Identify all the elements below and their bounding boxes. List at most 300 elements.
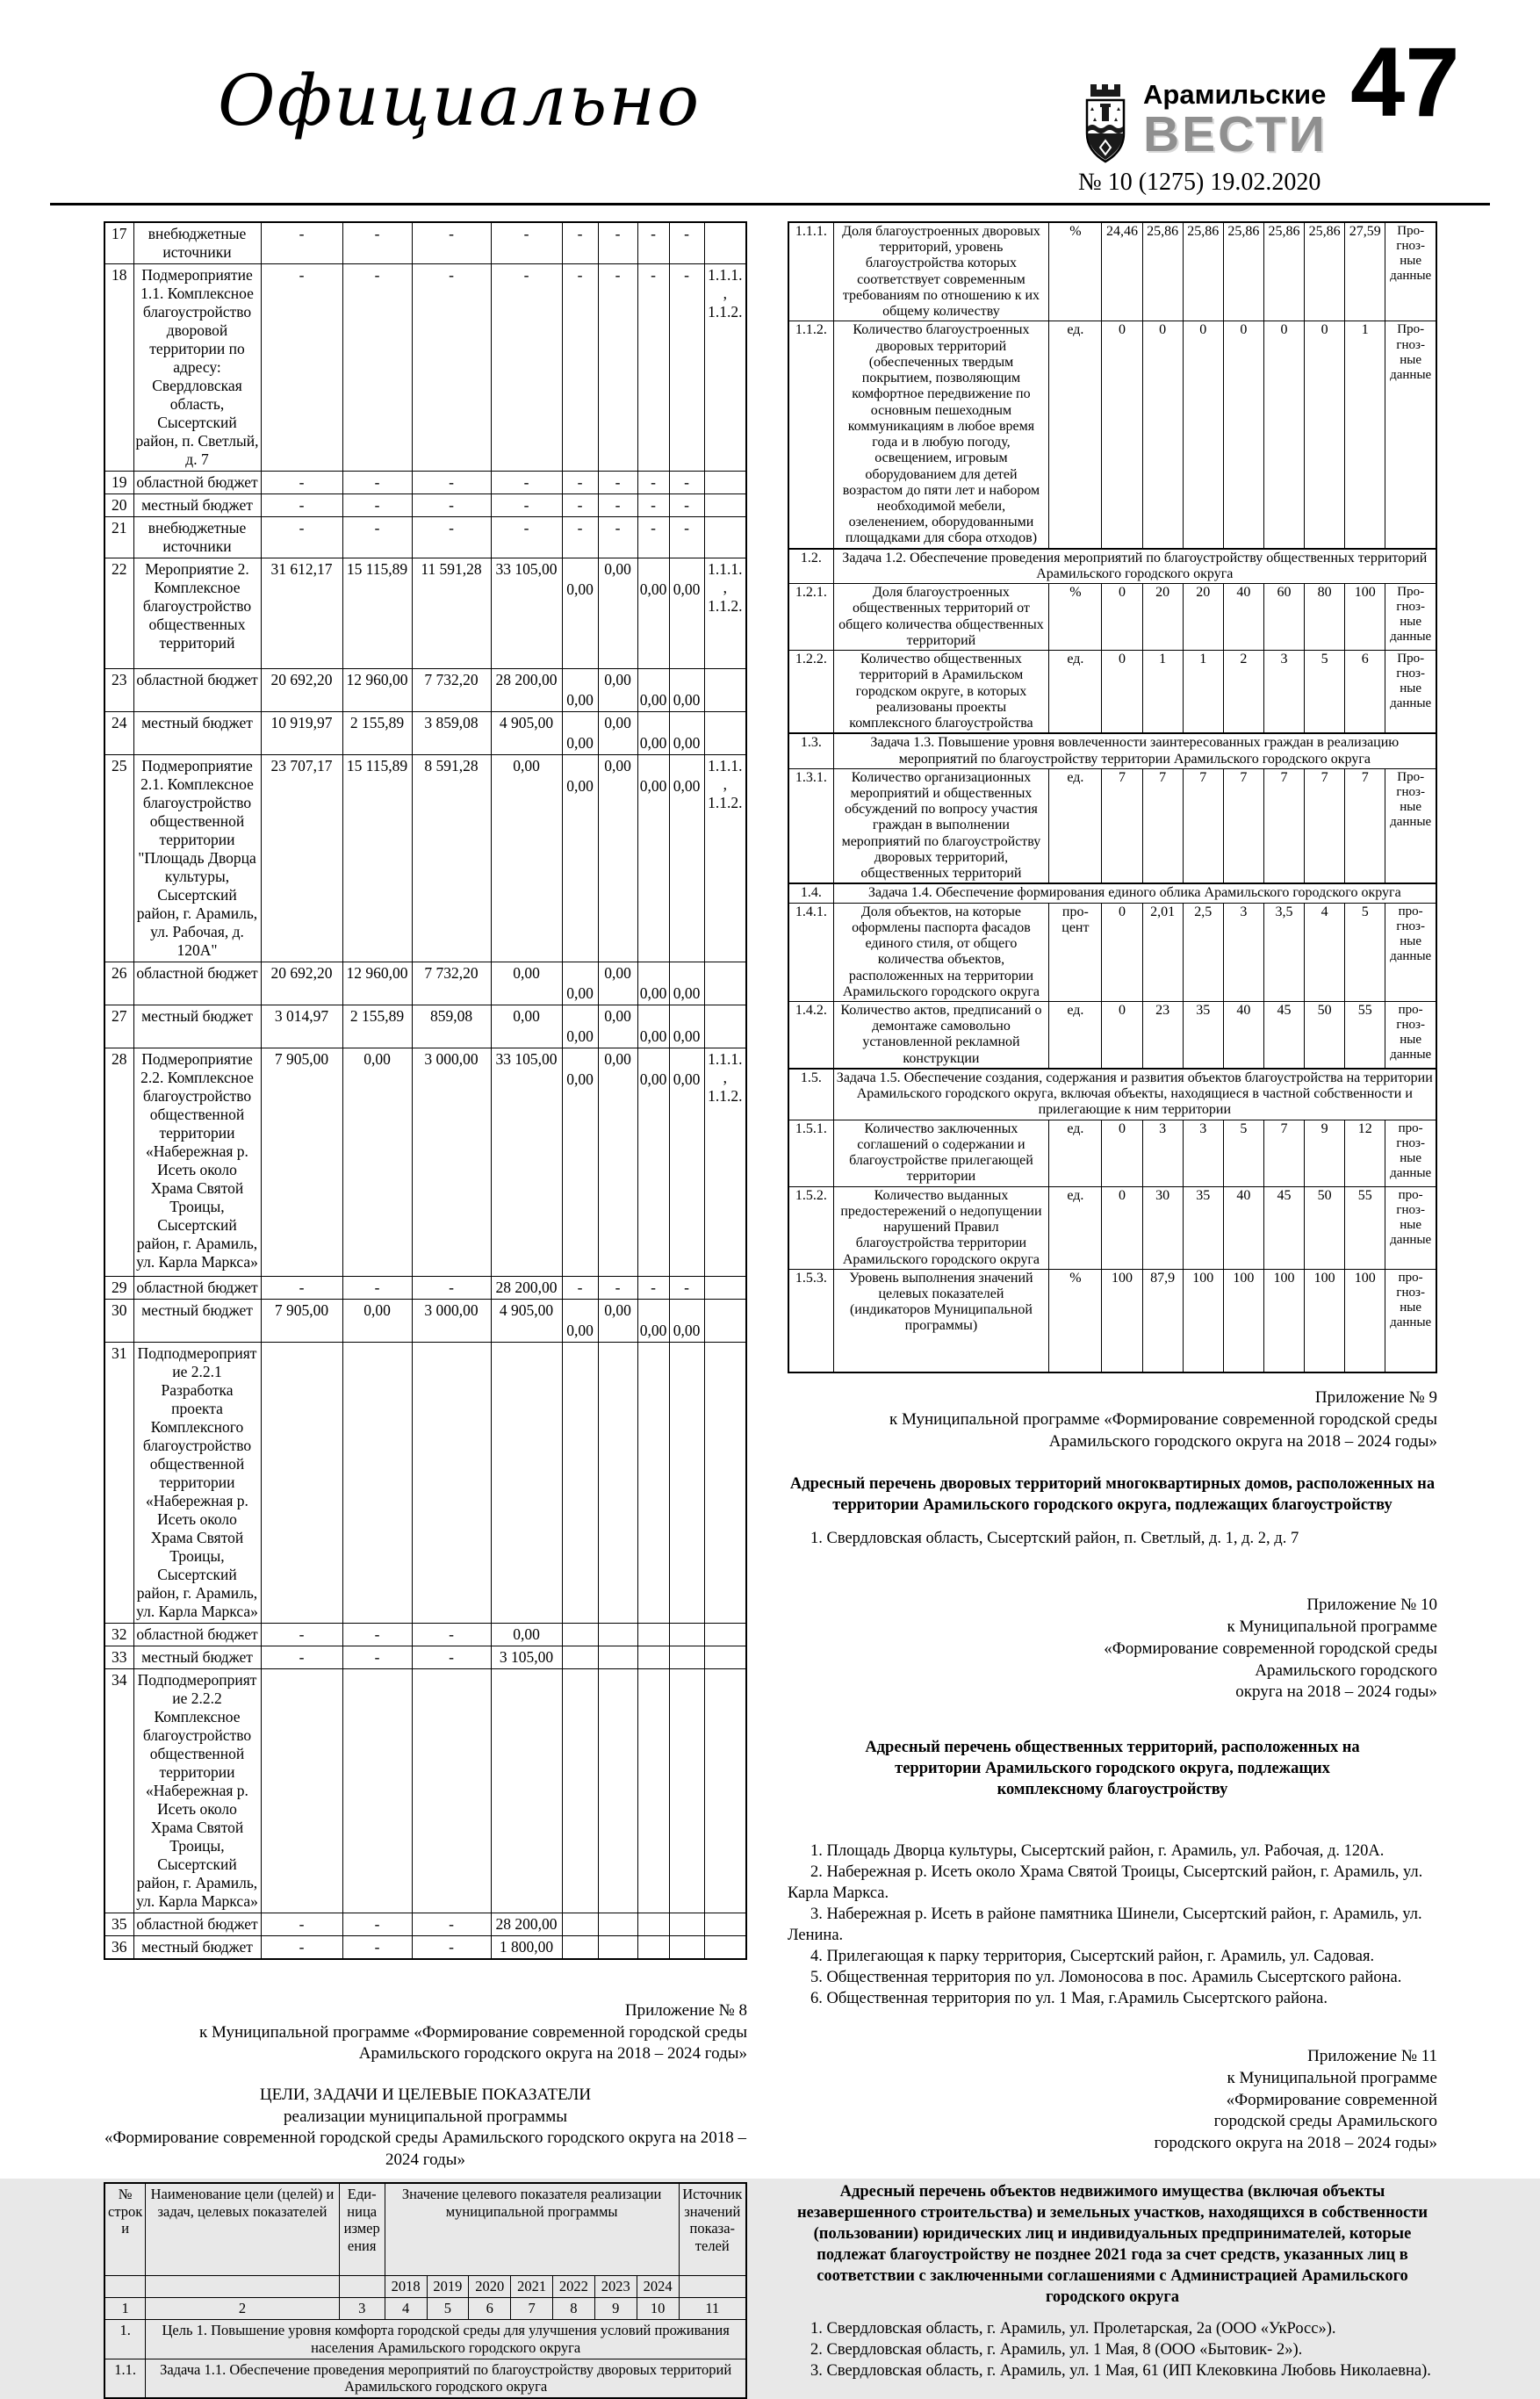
appendix11-line: «Формирование современной: [1226, 2090, 1437, 2109]
column-number: 5: [427, 2298, 469, 2320]
indicator-unit: ед.: [1049, 768, 1102, 883]
extra-amount-cell: 0,00: [637, 712, 669, 755]
extra-amount-cell: 0,00: [637, 1005, 669, 1048]
task-id: 1.4.: [788, 883, 833, 903]
indicator-id: 1.5.3.: [788, 1269, 833, 1372]
amount-cell: 15 115,89: [342, 755, 412, 962]
amount-cell: 3 105,00: [491, 1646, 562, 1669]
row-name: Подмероприятие 1.1. Комплексное благоустройство дворовой территории по адресу: Свердловская область, Сысертский район, п. Светлый, д. 7: [133, 264, 261, 472]
indicator-ref-cell: [704, 472, 746, 494]
amount-cell: 15 115,89: [342, 558, 412, 669]
year-header: 2021: [511, 2276, 553, 2298]
indicator-unit: ед.: [1049, 651, 1102, 734]
amount-cell: 3 014,97: [261, 1005, 342, 1048]
indicator-source: прогнозные данные: [1385, 903, 1436, 1001]
goals-row: [104, 2319, 746, 2359]
extra-amount-cell: -: [669, 494, 704, 517]
indicator-year-value: 0: [1183, 321, 1223, 549]
appendix9-item: 1. Свердловская область, Сысертский район, п. Светлый, д. 1, д. 2, д. 7: [810, 1530, 1299, 1548]
year-header: 2020: [469, 2276, 511, 2298]
address-item: 5. Общественная территория по ул. Ломоносова в пос. Арамиль Сысертского района.: [810, 1969, 1402, 1987]
indicator-year-value: 9: [1305, 1120, 1345, 1186]
row-name: Мероприятие 2. Комплексное благоустройство общественных территорий: [133, 558, 261, 669]
indicator-year-value: 100: [1345, 1269, 1385, 1372]
task-id: 1.2.: [788, 549, 833, 584]
amount-cell: 7 905,00: [261, 1300, 342, 1343]
year-header: 2023: [594, 2276, 637, 2298]
indicator-source: Прогнозные данные: [1385, 584, 1436, 651]
extra-amount-cell: [669, 1669, 704, 1913]
amount-cell: 859,08: [412, 1005, 491, 1048]
amount-cell: 3 859,08: [412, 712, 491, 755]
indicator-year-value: 23: [1142, 1002, 1183, 1069]
indicator-id: 1.1.1.: [788, 222, 833, 321]
task-id: 1.3.: [788, 733, 833, 768]
amount-cell: 0,00: [342, 1048, 412, 1277]
indicator-year-value: 12: [1345, 1120, 1385, 1186]
goals-heading-line3: «Формирование современной городской среды Арамильского городского округа на 2018 – 2024 годы»: [104, 2129, 747, 2170]
indicator-name: Доля благоустроенных общественных территорий от общего количества общественных территорий: [833, 584, 1049, 651]
amount-cell: 31 612,17: [261, 558, 342, 669]
left-column: [104, 221, 747, 2399]
indicator-year-value: 50: [1305, 1002, 1345, 1069]
goals-header-unit: Единица измерения: [339, 2183, 385, 2276]
extra-amount-cell: 0,00: [598, 712, 637, 755]
extra-amount-cell: -: [669, 517, 704, 558]
goals-header-values: Значение целевого показателя реализации муниципальной программы: [385, 2183, 679, 2276]
extra-amount-cell: 0,00: [669, 962, 704, 1005]
extra-amount-cell: -: [598, 264, 637, 472]
row-name: областной бюджет: [133, 962, 261, 1005]
extra-amount-cell: [637, 1669, 669, 1913]
extra-amount-cell: 0,00: [637, 558, 669, 669]
indicator-name: Количество выданных предостережений о недопущении нарушений Правил благоустройства территории Арамильского городского округа: [833, 1186, 1049, 1269]
indicator-year-value: 20: [1183, 584, 1223, 651]
goals-heading: [104, 2085, 747, 2172]
appendix11-heading: Адресный перечень объектов недвижимого имущества (включая объекты незавершенного строительства) и земельных участков, находящихся в собственности (пользовании) юридических лиц и индивидуальных предпринимателей, которые подлежат благоустройству не позднее 2021 года за счет средств, указанных лиц в соответствии с заключенными соглашениями с Администрацией Арамильского городского округа: [796, 2182, 1428, 2307]
indicator-year-value: 3: [1183, 1120, 1223, 1186]
address-item: 1. Свердловская область, г. Арамиль, ул. Пролетарская, 2а (ООО «УкРосс»).: [810, 2320, 1336, 2338]
empty-cell: [339, 2276, 385, 2298]
amount-cell: -: [342, 1277, 412, 1300]
appendix10-reference: [788, 1595, 1437, 1703]
indicator-year-value: 4: [1305, 903, 1345, 1001]
extra-amount-cell: 0,00: [637, 669, 669, 712]
row-name: местный бюджет: [133, 712, 261, 755]
indicator-id: 1.5.1.: [788, 1120, 833, 1186]
column-number: 7: [511, 2298, 553, 2320]
row-number: 29: [104, 1277, 133, 1300]
indicator-year-value: 27,59: [1345, 222, 1385, 321]
extra-amount-cell: 0,00: [637, 962, 669, 1005]
appendix11-items: [788, 2318, 1437, 2381]
indicator-id: 1.1.2.: [788, 321, 833, 549]
indicator-year-value: 80: [1305, 584, 1345, 651]
indicator-row: [788, 1186, 1436, 1269]
extra-amount-cell: [637, 1913, 669, 1936]
indicator-year-value: 50: [1305, 1186, 1345, 1269]
task-row: [788, 549, 1436, 584]
extra-amount-cell: [669, 1646, 704, 1669]
goal-row-text: Цель 1. Повышение уровня комфорта городской среды для улучшения условий проживания населения Арамильского городского округа: [146, 2319, 746, 2359]
indicator-year-value: 7: [1223, 768, 1263, 883]
amount-cell: -: [261, 264, 342, 472]
financing-row: [104, 222, 746, 264]
indicator-unit: ед.: [1049, 321, 1102, 549]
financing-row: [104, 712, 746, 755]
extra-amount-cell: [637, 1624, 669, 1646]
extra-amount-cell: -: [562, 1277, 598, 1300]
row-number: 34: [104, 1669, 133, 1913]
extra-amount-cell: -: [562, 517, 598, 558]
amount-cell: -: [412, 264, 491, 472]
row-number: 20: [104, 494, 133, 517]
indicator-year-value: 0: [1102, 584, 1142, 651]
indicator-ref-cell: [704, 1646, 746, 1669]
task-text: Задача 1.2. Обеспечение проведения мероприятий по благоустройству общественных территорий Арамильского городского округа: [833, 549, 1436, 584]
extra-amount-cell: 0,00: [562, 1005, 598, 1048]
financing-row: [104, 1343, 746, 1624]
indicator-year-value: 0: [1142, 321, 1183, 549]
goal-row-number: 1.1.: [104, 2359, 146, 2398]
goals-table: [104, 2182, 747, 2399]
extra-amount-cell: [669, 1913, 704, 1936]
indicator-year-value: 0: [1102, 321, 1142, 549]
indicator-name: Количество актов, предписаний о демонтаже самовольно установленной рекламной конструкции: [833, 1002, 1049, 1069]
indicator-year-value: 40: [1223, 1186, 1263, 1269]
indicator-source: прогнозные данные: [1385, 1002, 1436, 1069]
extra-amount-cell: -: [669, 1277, 704, 1300]
amount-cell: 0,00: [491, 755, 562, 962]
extra-amount-cell: -: [637, 222, 669, 264]
indicator-year-value: 35: [1183, 1186, 1223, 1269]
indicator-year-value: 0: [1102, 651, 1142, 734]
amount-cell: 3 000,00: [412, 1300, 491, 1343]
column-number: 9: [594, 2298, 637, 2320]
extra-amount-cell: [637, 1343, 669, 1624]
extra-amount-cell: [562, 1913, 598, 1936]
extra-amount-cell: 0,00: [562, 962, 598, 1005]
indicator-row: [788, 321, 1436, 549]
indicator-name: Количество заключенных соглашений о содержании и благоустройстве прилегающей территории: [833, 1120, 1049, 1186]
row-number: 32: [104, 1624, 133, 1646]
indicator-unit: процент: [1049, 903, 1102, 1001]
financing-row: [104, 1300, 746, 1343]
amount-cell: 3 000,00: [412, 1048, 491, 1277]
indicator-year-value: 25,86: [1142, 222, 1183, 321]
amount-cell: 0,00: [342, 1300, 412, 1343]
financing-row: [104, 1048, 746, 1277]
indicator-year-value: 100: [1263, 1269, 1304, 1372]
amount-cell: -: [342, 1913, 412, 1936]
indicator-year-value: 7: [1142, 768, 1183, 883]
amount-cell: 8 591,28: [412, 755, 491, 962]
indicator-id: 1.5.2.: [788, 1186, 833, 1269]
right-column: [788, 221, 1437, 2381]
task-row: [788, 1069, 1436, 1120]
indicator-year-value: 100: [1183, 1269, 1223, 1372]
task-text: Задача 1.5. Обеспечение создания, содержания и развития объектов благоустройства на территории Арамильского городского округа, включая объекты, находящиеся в частной собственности и прилегающие к ним территории: [833, 1069, 1436, 1120]
row-number: 19: [104, 472, 133, 494]
indicator-ref-cell: [704, 517, 746, 558]
financing-row: [104, 494, 746, 517]
extra-amount-cell: 0,00: [669, 669, 704, 712]
indicator-unit: %: [1049, 584, 1102, 651]
indicator-year-value: 0: [1102, 1002, 1142, 1069]
row-number: 21: [104, 517, 133, 558]
extra-amount-cell: 0,00: [669, 755, 704, 962]
column-number: 1: [104, 2298, 146, 2320]
address-item: 2. Набережная р. Исеть около Храма Святой Троицы, Сысертский район, г. Арамиль, ул. Карла Маркса.: [788, 1863, 1423, 1903]
extra-amount-cell: 0,00: [562, 755, 598, 962]
extra-amount-cell: [598, 1624, 637, 1646]
amount-cell: -: [412, 1646, 491, 1669]
extra-amount-cell: [562, 1624, 598, 1646]
row-number: 36: [104, 1936, 133, 1960]
indicator-ref-cell: [704, 1300, 746, 1343]
appendix10-line: Арамильского городского: [1255, 1661, 1437, 1680]
row-name: внебюджетные источники: [133, 222, 261, 264]
amount-cell: 28 200,00: [491, 669, 562, 712]
indicator-ref-cell: 1.1.1., 1.1.2.: [704, 558, 746, 669]
extra-amount-cell: -: [598, 1277, 637, 1300]
address-item: 1. Площадь Дворца культуры, Сысертский район, г. Арамиль, ул. Рабочая, д. 120А.: [810, 1842, 1385, 1861]
indicator-ref-cell: [704, 712, 746, 755]
amount-cell: 7 732,20: [412, 962, 491, 1005]
extra-amount-cell: -: [598, 222, 637, 264]
extra-amount-cell: [637, 1936, 669, 1960]
amount-cell: -: [342, 264, 412, 472]
indicator-ref-cell: [704, 1913, 746, 1936]
indicator-unit: ед.: [1049, 1186, 1102, 1269]
financing-row: [104, 1277, 746, 1300]
indicator-unit: ед.: [1049, 1120, 1102, 1186]
indicator-year-value: 7: [1263, 768, 1304, 883]
financing-row: [104, 669, 746, 712]
extra-amount-cell: 0,00: [598, 755, 637, 962]
column-number: 10: [637, 2298, 679, 2320]
extra-amount-cell: 0,00: [562, 1048, 598, 1277]
indicator-year-value: 7: [1305, 768, 1345, 883]
section-title: Официально: [218, 60, 702, 141]
extra-amount-cell: 0,00: [598, 962, 637, 1005]
amount-cell: 1 800,00: [491, 1936, 562, 1960]
amount-cell: -: [342, 1646, 412, 1669]
indicator-unit: %: [1049, 1269, 1102, 1372]
indicator-name: Количество благоустроенных дворовых территорий (обеспеченных твердым покрытием, позволяющим комфортное передвижение по основным пешеходным коммуникациям в любое время года и в любую погоду, освещением, игровым оборудованием для детей возрастом до пяти лет и набором необходимой мебели, озеленением, оборудованными площадками для сбора отходов): [833, 321, 1049, 549]
extra-amount-cell: 0,00: [669, 1048, 704, 1277]
amount-cell: -: [342, 494, 412, 517]
financing-row: [104, 1005, 746, 1048]
brand-bottom-label: ВЕСТИ: [1143, 105, 1328, 162]
indicator-name: Уровень выполнения значений целевых показателей (индикаторов Муниципальной программы): [833, 1269, 1049, 1372]
row-number: 25: [104, 755, 133, 962]
indicator-year-value: 0: [1305, 321, 1345, 549]
indicator-ref-cell: 1.1.1., 1.1.2.: [704, 264, 746, 472]
task-row: [788, 883, 1436, 903]
amount-cell: -: [342, 517, 412, 558]
indicator-year-value: 24,46: [1102, 222, 1142, 321]
address-item: 3. Набережная р. Исеть в районе памятника Шинели, Сысертский район, г. Арамиль, ул. Ленина.: [788, 1906, 1422, 1945]
year-header: 2019: [427, 2276, 469, 2298]
indicator-year-value: 5: [1345, 903, 1385, 1001]
indicator-year-value: 45: [1263, 1002, 1304, 1069]
appendix10-line: округа на 2018 – 2024 годы»: [1235, 1682, 1437, 1702]
amount-cell: 33 105,00: [491, 558, 562, 669]
extra-amount-cell: [598, 1913, 637, 1936]
indicator-year-value: 5: [1305, 651, 1345, 734]
extra-amount-cell: 0,00: [598, 558, 637, 669]
row-name: Подподмероприятие 2.2.2 Комплексное благоустройство общественной территории «Набережная р. Исеть около Храма Святой Троицы, Сысертский район, г. Арамиль, ул. Карла Маркса»: [133, 1669, 261, 1913]
indicator-year-value: 2: [1223, 651, 1263, 734]
row-number: 35: [104, 1913, 133, 1936]
issue-date-line: № 10 (1275) 19.02.2020: [1078, 169, 1321, 196]
amount-cell: -: [412, 472, 491, 494]
amount-cell: -: [261, 1913, 342, 1936]
indicator-year-value: 2,01: [1142, 903, 1183, 1001]
row-name: местный бюджет: [133, 1936, 261, 1960]
extra-amount-cell: 0,00: [598, 1048, 637, 1277]
extra-amount-cell: [637, 1646, 669, 1669]
indicator-ref-cell: [704, 494, 746, 517]
indicator-ref-cell: [704, 1624, 746, 1646]
indicator-row: [788, 584, 1436, 651]
financing-row: [104, 558, 746, 669]
extra-amount-cell: [562, 1936, 598, 1960]
address-item: 4. Прилегающая к парку территория, Сысертский район, г. Арамиль, ул. Садовая.: [810, 1948, 1375, 1966]
extra-amount-cell: -: [598, 494, 637, 517]
extra-amount-cell: [669, 1624, 704, 1646]
appendix11-line: городской среды Арамильского: [1213, 2112, 1437, 2131]
indicator-id: 1.2.1.: [788, 584, 833, 651]
appendix11-line: городского округа на 2018 – 2024 годы»: [1154, 2134, 1437, 2153]
indicator-id: 1.2.2.: [788, 651, 833, 734]
amount-cell: 23 707,17: [261, 755, 342, 962]
indicator-row: [788, 1120, 1436, 1186]
amount-cell: -: [261, 1277, 342, 1300]
amount-cell: -: [412, 1277, 491, 1300]
indicator-row: [788, 651, 1436, 734]
row-number: 33: [104, 1646, 133, 1669]
row-number: 23: [104, 669, 133, 712]
page-number: 47: [1350, 27, 1460, 137]
amount-cell: -: [412, 222, 491, 264]
indicator-unit: ед.: [1049, 1002, 1102, 1069]
indicator-year-value: 25,86: [1223, 222, 1263, 321]
amount-cell: 28 200,00: [491, 1913, 562, 1936]
row-name: областной бюджет: [133, 472, 261, 494]
goals-numbering-row: [104, 2298, 746, 2320]
amount-cell: [412, 1669, 491, 1913]
amount-cell: [342, 1669, 412, 1913]
indicator-ref-cell: [704, 1669, 746, 1913]
extra-amount-cell: [562, 1646, 598, 1669]
amount-cell: -: [342, 1624, 412, 1646]
indicator-source: Прогнозные данные: [1385, 222, 1436, 321]
task-text: Задача 1.3. Повышение уровня вовлеченности заинтересованных граждан в реализацию мероприятий по благоустройству территории Арамильского городского округа: [833, 733, 1436, 768]
address-item: 3. Свердловская область, г. Арамиль, ул. 1 Мая, 61 (ИП Клековкина Любовь Николаевна).: [810, 2362, 1431, 2381]
column-number: 11: [679, 2298, 746, 2320]
indicator-ref-cell: [704, 1343, 746, 1624]
indicator-name: Доля объектов, на которые оформлены паспорта фасадов единого стиля, от общего количества объектов, расположенных на территории Арамильского городского округа: [833, 903, 1049, 1001]
indicator-year-value: 40: [1223, 584, 1263, 651]
appendix10-line: Приложение № 10: [1306, 1596, 1437, 1615]
extra-amount-cell: 0,00: [598, 669, 637, 712]
indicator-year-value: 100: [1223, 1269, 1263, 1372]
indicators-table: [788, 221, 1437, 1373]
extra-amount-cell: [598, 1669, 637, 1913]
empty-cell: [679, 2276, 746, 2298]
brand-text: [1143, 81, 1328, 160]
amount-cell: -: [491, 264, 562, 472]
amount-cell: -: [261, 494, 342, 517]
indicator-source: Прогнозные данные: [1385, 651, 1436, 734]
appendix8-label: Приложение № 8: [624, 2001, 747, 2020]
indicator-year-value: 0: [1102, 903, 1142, 1001]
row-name: местный бюджет: [133, 494, 261, 517]
indicator-year-value: 1: [1142, 651, 1183, 734]
indicator-year-value: 55: [1345, 1186, 1385, 1269]
column-number: 8: [553, 2298, 595, 2320]
indicator-year-value: 2,5: [1183, 903, 1223, 1001]
amount-cell: 20 692,20: [261, 962, 342, 1005]
amount-cell: -: [412, 517, 491, 558]
amount-cell: -: [261, 1936, 342, 1960]
indicator-ref-cell: [704, 962, 746, 1005]
extra-amount-cell: [562, 1343, 598, 1624]
row-number: 17: [104, 222, 133, 264]
amount-cell: 7 905,00: [261, 1048, 342, 1277]
indicator-year-value: 25,86: [1183, 222, 1223, 321]
year-header: 2022: [553, 2276, 595, 2298]
indicator-source: Прогнозные данные: [1385, 321, 1436, 549]
financing-row: [104, 1669, 746, 1913]
row-name: областной бюджет: [133, 669, 261, 712]
extra-amount-cell: -: [637, 472, 669, 494]
amount-cell: 0,00: [491, 1005, 562, 1048]
goal-row-text: Задача 1.1. Обеспечение проведения мероприятий по благоустройству дворовых территорий Арамильского городского округа: [146, 2359, 746, 2398]
indicator-year-value: 7: [1183, 768, 1223, 883]
indicator-year-value: 25,86: [1305, 222, 1345, 321]
indicator-year-value: 100: [1305, 1269, 1345, 1372]
indicator-year-value: 3: [1223, 903, 1263, 1001]
row-name: областной бюджет: [133, 1277, 261, 1300]
financing-row: [104, 1646, 746, 1669]
indicator-row: [788, 222, 1436, 321]
indicator-year-value: 7: [1263, 1120, 1304, 1186]
aramil-coat-of-arms-icon: [1078, 81, 1133, 169]
indicator-year-value: 45: [1263, 1186, 1304, 1269]
task-text: Задача 1.4. Обеспечение формирования единого облика Арамильского городского округа: [833, 883, 1436, 903]
goals-header-name: Наименование цели (целей) и задач, целевых показателей: [146, 2183, 339, 2276]
task-row: [788, 733, 1436, 768]
extra-amount-cell: -: [562, 472, 598, 494]
column-number: 2: [146, 2298, 339, 2320]
indicator-year-value: 30: [1142, 1186, 1183, 1269]
amount-cell: [261, 1669, 342, 1913]
indicator-year-value: 0: [1102, 1186, 1142, 1269]
extra-amount-cell: -: [669, 472, 704, 494]
row-name: Подмероприятие 2.2. Комплексное благоустройство общественной территории «Набережная р. Исеть около Храма Святой Троицы, Сысертский район, г. Арамиль, ул. Карла Маркса»: [133, 1048, 261, 1277]
extra-amount-cell: -: [598, 517, 637, 558]
row-number: 27: [104, 1005, 133, 1048]
extra-amount-cell: 0,00: [562, 712, 598, 755]
amount-cell: -: [261, 222, 342, 264]
extra-amount-cell: 0,00: [598, 1005, 637, 1048]
amount-cell: 12 960,00: [342, 962, 412, 1005]
extra-amount-cell: [562, 1669, 598, 1913]
indicator-row: [788, 903, 1436, 1001]
